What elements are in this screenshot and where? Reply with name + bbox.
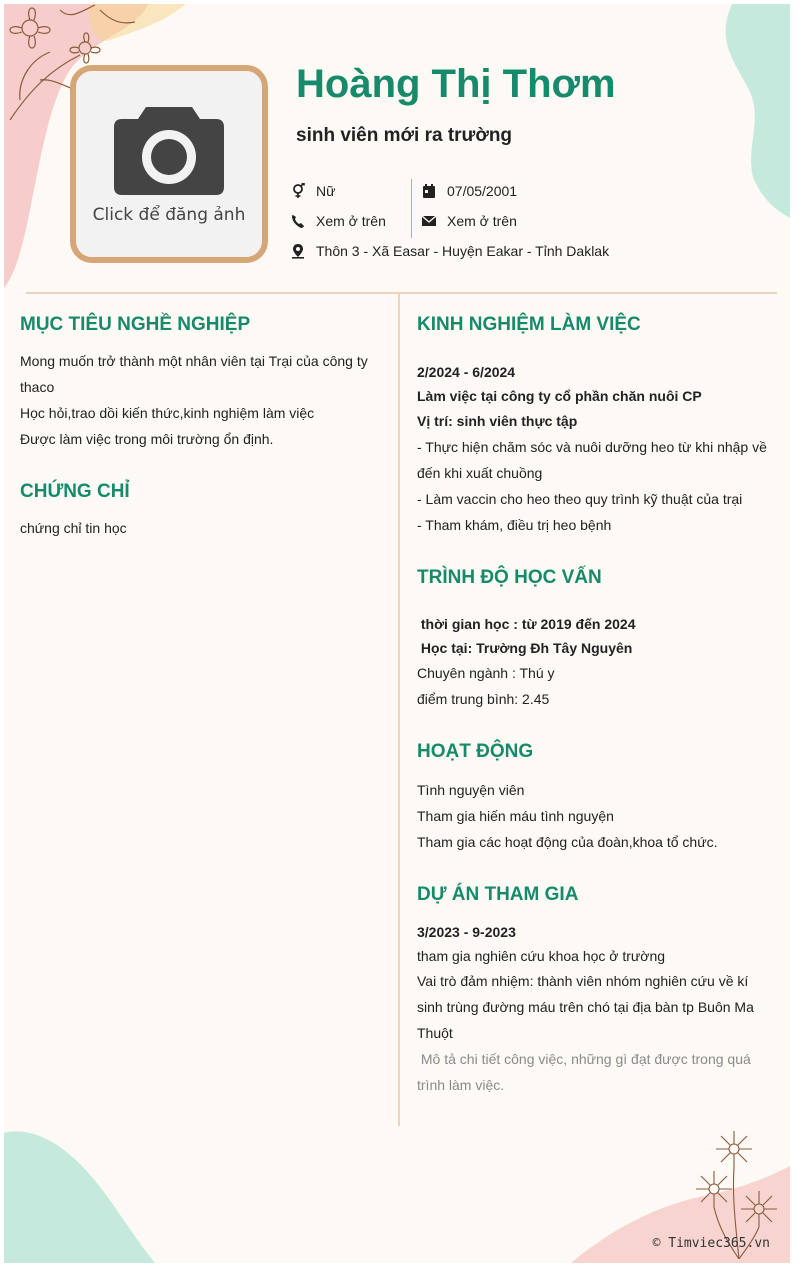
phone-value: Xem ở trên xyxy=(316,213,386,229)
envelope-icon xyxy=(422,213,436,229)
candidate-name: Hoàng Thị Thơm xyxy=(296,62,616,106)
activities-title: HOẠT ĐỘNG xyxy=(417,741,534,762)
copyright-footer: © Timviec365.vn xyxy=(652,1236,770,1251)
watercolor-bottom-left-decoration xyxy=(4,1124,170,1263)
project-line: Thuột xyxy=(417,1025,453,1041)
photo-upload-label: Click để đăng ảnh xyxy=(92,205,246,225)
project-placeholder-line: Mô tả chi tiết công việc, những gì đạt được trong quá xyxy=(417,1051,751,1067)
education-title: TRÌNH ĐỘ HỌC VẤN xyxy=(417,567,602,588)
experience-line: - Tham khám, điều trị heo bệnh xyxy=(417,517,612,533)
education-major: Chuyên ngành : Thú y xyxy=(417,665,555,681)
activity-item: Tình nguyện viên xyxy=(417,782,525,798)
project-line: Vai trò đảm nhiệm: thành viên nhóm nghiên cứu về kí xyxy=(417,973,749,989)
objective-line: Học hỏi,trao dồi kiến thức,kinh nghiệm làm việc xyxy=(20,405,315,421)
address-value: Thôn 3 - Xã Easar - Huyện Eakar - Tỉnh Daklak xyxy=(316,243,610,259)
project-line: sinh trùng đường máu trên chó tại địa bàn tp Buôn Ma xyxy=(417,999,754,1015)
objective-line: thaco xyxy=(20,379,55,395)
cv-page xyxy=(4,4,790,1263)
education-school: Học tại: Trường Đh Tây Nguyên xyxy=(417,640,633,656)
phone-icon xyxy=(291,213,305,229)
objective-title: MỤC TIÊU NGHỀ NGHIỆP xyxy=(20,314,251,335)
project-line: tham gia nghiên cứu khoa học ở trường xyxy=(417,948,666,964)
experience-position: Vị trí: sinh viên thực tập xyxy=(417,413,578,429)
location-pin-icon xyxy=(291,243,305,259)
watercolor-top-right-decoration xyxy=(704,4,790,230)
email-value: Xem ở trên xyxy=(447,213,517,229)
header-divider xyxy=(26,292,777,294)
objective-line: Mong muốn trở thành một nhân viên tại Trại của công ty xyxy=(20,353,368,369)
experience-period: 2/2024 - 6/2024 xyxy=(417,364,516,380)
project-period: 3/2023 - 9-2023 xyxy=(417,924,516,940)
certificates-title: CHỨNG CHỈ xyxy=(20,481,130,502)
activity-item: Tham gia hiến máu tình nguyện xyxy=(417,808,614,824)
column-divider xyxy=(398,294,400,1126)
experience-line: đến khi xuất chuồng xyxy=(417,465,543,481)
activity-item: Tham gia các hoạt động của đoàn,khoa tổ chức. xyxy=(417,834,718,850)
camera-icon xyxy=(112,99,226,199)
gender-icon xyxy=(291,183,305,199)
experience-company: Làm việc tại công ty cổ phần chăn nuôi CP xyxy=(417,388,702,404)
upload-photo-button[interactable] xyxy=(70,65,268,263)
calendar-icon xyxy=(422,183,436,199)
experience-line: - Thực hiện chăm sóc và nuôi dưỡng heo từ khi nhập về xyxy=(417,439,767,455)
project-placeholder-line: trình làm việc. xyxy=(417,1077,505,1093)
education-gpa: điểm trung bình: 2.45 xyxy=(417,691,550,707)
projects-title: DỰ ÁN THAM GIA xyxy=(417,884,579,905)
candidate-role: sinh viên mới ra trường xyxy=(296,125,513,146)
certificate-item: chứng chỉ tin học xyxy=(20,520,127,536)
info-divider xyxy=(411,179,412,238)
gender-value: Nữ xyxy=(316,183,336,199)
birthdate-value: 07/05/2001 xyxy=(447,183,518,199)
experience-title: KINH NGHIỆM LÀM VIỆC xyxy=(417,314,641,335)
objective-line: Được làm việc trong môi trường ổn định. xyxy=(20,431,274,447)
experience-line: - Làm vaccin cho heo theo quy trình kỹ thuật của trại xyxy=(417,491,743,507)
education-time: thời gian học : từ 2019 đến 2024 xyxy=(417,616,636,632)
